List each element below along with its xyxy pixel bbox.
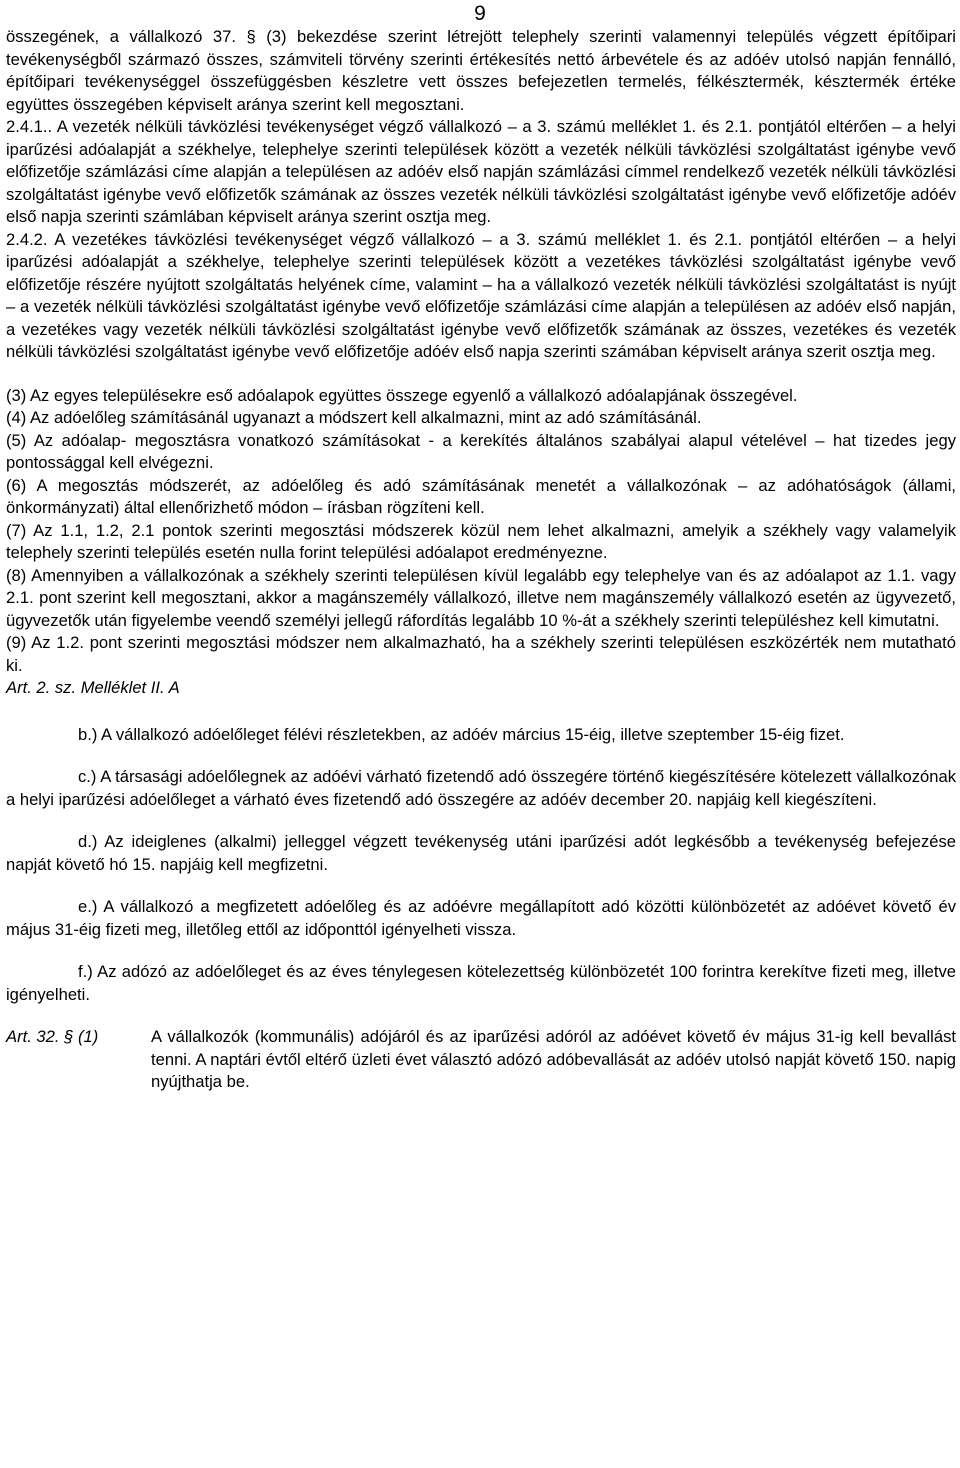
paragraph-section-4: (4) Az adóelőleg számításánál ugyanazt a módszert kell alkalmazni, mint az adó számításánál.: [6, 408, 702, 427]
paragraph-section-5: (5) Az adóalap- megosztásra vonatkozó számításokat - a kerekítés általános szabályai alapul vételével – hat tizedes jegy pontossággal kell elvégezni.: [6, 430, 956, 472]
document-body: [6, 26, 956, 1094]
item-e: e.) A vállalkozó a megfizetett adóelőleg és az adóévre megállapított adó közötti különbözetét az adóévet követő év május 31-éig fizeti meg, illetőleg ettől az időponttól igényelheti vissza.: [6, 897, 956, 939]
art-heading: Art. 2. sz. Melléklet II. A: [6, 678, 180, 697]
item-c: c.) A társasági adóelőlegnek az adóévi várható fizetendő adó összegére történő kiegészítésére kötelezett vállalkozónak a helyi iparűzési adóelőleget a várható éves fizetendő adó összegére az adóév december 20. napjáig kell kiegészíteni.: [6, 767, 956, 809]
page-number: 9: [474, 2, 486, 25]
paragraph-section-9: (9) Az 1.2. pont szerinti megosztási módszer nem alkalmazható, ha a székhely szerinti településen eszközérték nem mutatható ki.: [6, 633, 956, 675]
paragraph-2-4-2: 2.4.2. A vezetékes távközlési tevékenységet végző vállalkozó – a 3. számú melléklet 1. és 2.1. pontjától eltérően – a helyi iparűzési adóalapját a székhelye, telephelye szerinti települések között a vezetékes távközlési szolgáltatást igénybe vevő előfizetője részére nyújtott szolgáltatás helyének címe, valamint – ha a vállalkozó vezeték nélküli távközlési szolgáltatást is nyújt – a vezeték nélküli távközlési szolgáltatást igénybe vevő előfizetője számlázási címe alapján a településen az adóév első napján, a vezetékes vagy vezeték nélküli távközlési szolgáltatást igénybe vevő előfizetők számának az összes, vezetékes és vezeték nélküli távközlési szolgáltatást igénybe vevő előfizetője adóév első napja szerinti számában képviselt aránya szerit osztja meg.: [6, 229, 956, 361]
art-32-block: [6, 1026, 956, 1094]
paragraph-section-7: (7) Az 1.1, 1.2, 2.1 pontok szerinti megosztási módszerek közül nem lehet alkalmazni, amelyik a székhely vagy valamelyik telephely szerinti település esetén nulla forint települési adóalapot eredményezne.: [6, 520, 956, 562]
item-f: f.) Az adózó az adóelőleget és az éves ténylegesen kötelezettség különbözetét 100 forintra kerekítve fizeti meg, illetve igényelheti.: [6, 962, 956, 1004]
item-d: d.) Az ideiglenes (alkalmi) jelleggel végzett tevékenység utáni iparűzési adót legkésőbb a tevékenység befejezése napját követő hó 15. napjáig kell megfizetni.: [6, 832, 956, 874]
paragraph-2-4-1: 2.4.1.. A vezeték nélküli távközlési tevékenységet végző vállalkozó – a 3. számú melléklet 1. és 2.1. pontjától eltérően – a helyi iparűzési adóalapját a székhelye, telephelye szerinti települések között a vezeték nélküli távközlési szolgáltatást igénybe vevő előfizetője számlázási címe alapján a településen az adóév első napján számlázási címmel rendelkező vezeték nélküli távközlési szolgáltatást igénybe vevő előfizetők számának az összes vezeték nélküli távközlési szolgáltatást igénybe vevő előfizetője adóév első napja szerinti számlában képviselt aránya szerint osztja meg.: [6, 117, 956, 226]
paragraph-continuation: összegének, a vállalkozó 37. § (3) bekezdése szerint létrejött telephely szerinti valamennyi település végzett építőipari tevékenységből származó összes, számviteli törvény szerinti értékesítés nettó árbevétele és az adóév utolsó napján fennálló, építőipari tevékenységgel összefüggésben készletre vett összes befejezetlen termelés, félkésztermék, késztermék értéke együttes összegében képviselt aránya szerint kell megosztani.: [6, 27, 956, 114]
art-32-text: A vállalkozók (kommunális) adójáról és az iparűzési adóról az adóévet követő év május 31-ig kell bevallást tenni. A naptári évtől eltérő üzleti évet választó adózó adóbevallását az adóév utolsó napját követő 150. napig nyújthatja be.: [151, 1027, 956, 1091]
paragraph-section-3: (3) Az egyes településekre eső adóalapok együttes összege egyenlő a vállalkozó adóalapjának összegével.: [6, 385, 798, 405]
paragraph-section-8: (8) Amennyiben a vállalkozónak a székhely szerinti településen kívül legalább egy telephelye van és az adóalapot az 1.1. vagy 2.1. pont szerint kell megosztani, akkor a magánszemély vállalkozó, illetve nem magánszemély vállalkozó esetén az ügyvezető, ügyvezetők után figyelembe veendő személyi jellegű ráfordítás legalább 10 %-át a székhely szerinti településhez kell kimutatni.: [6, 565, 956, 630]
item-b: b.) A vállalkozó adóelőleget félévi részletekben, az adóév március 15-éig, illetve szeptember 15-éig fizet.: [78, 724, 845, 744]
paragraph-section-6: (6) A megosztás módszerét, az adóelőleg és adó számításának menetét a vállalkozónak – az adóhatóságok (állami, önkormányzati) által ellenőrizhető módon – írásban rögzíteni kell.: [6, 475, 956, 517]
art-32-label: Art. 32. § (1): [6, 1027, 99, 1046]
